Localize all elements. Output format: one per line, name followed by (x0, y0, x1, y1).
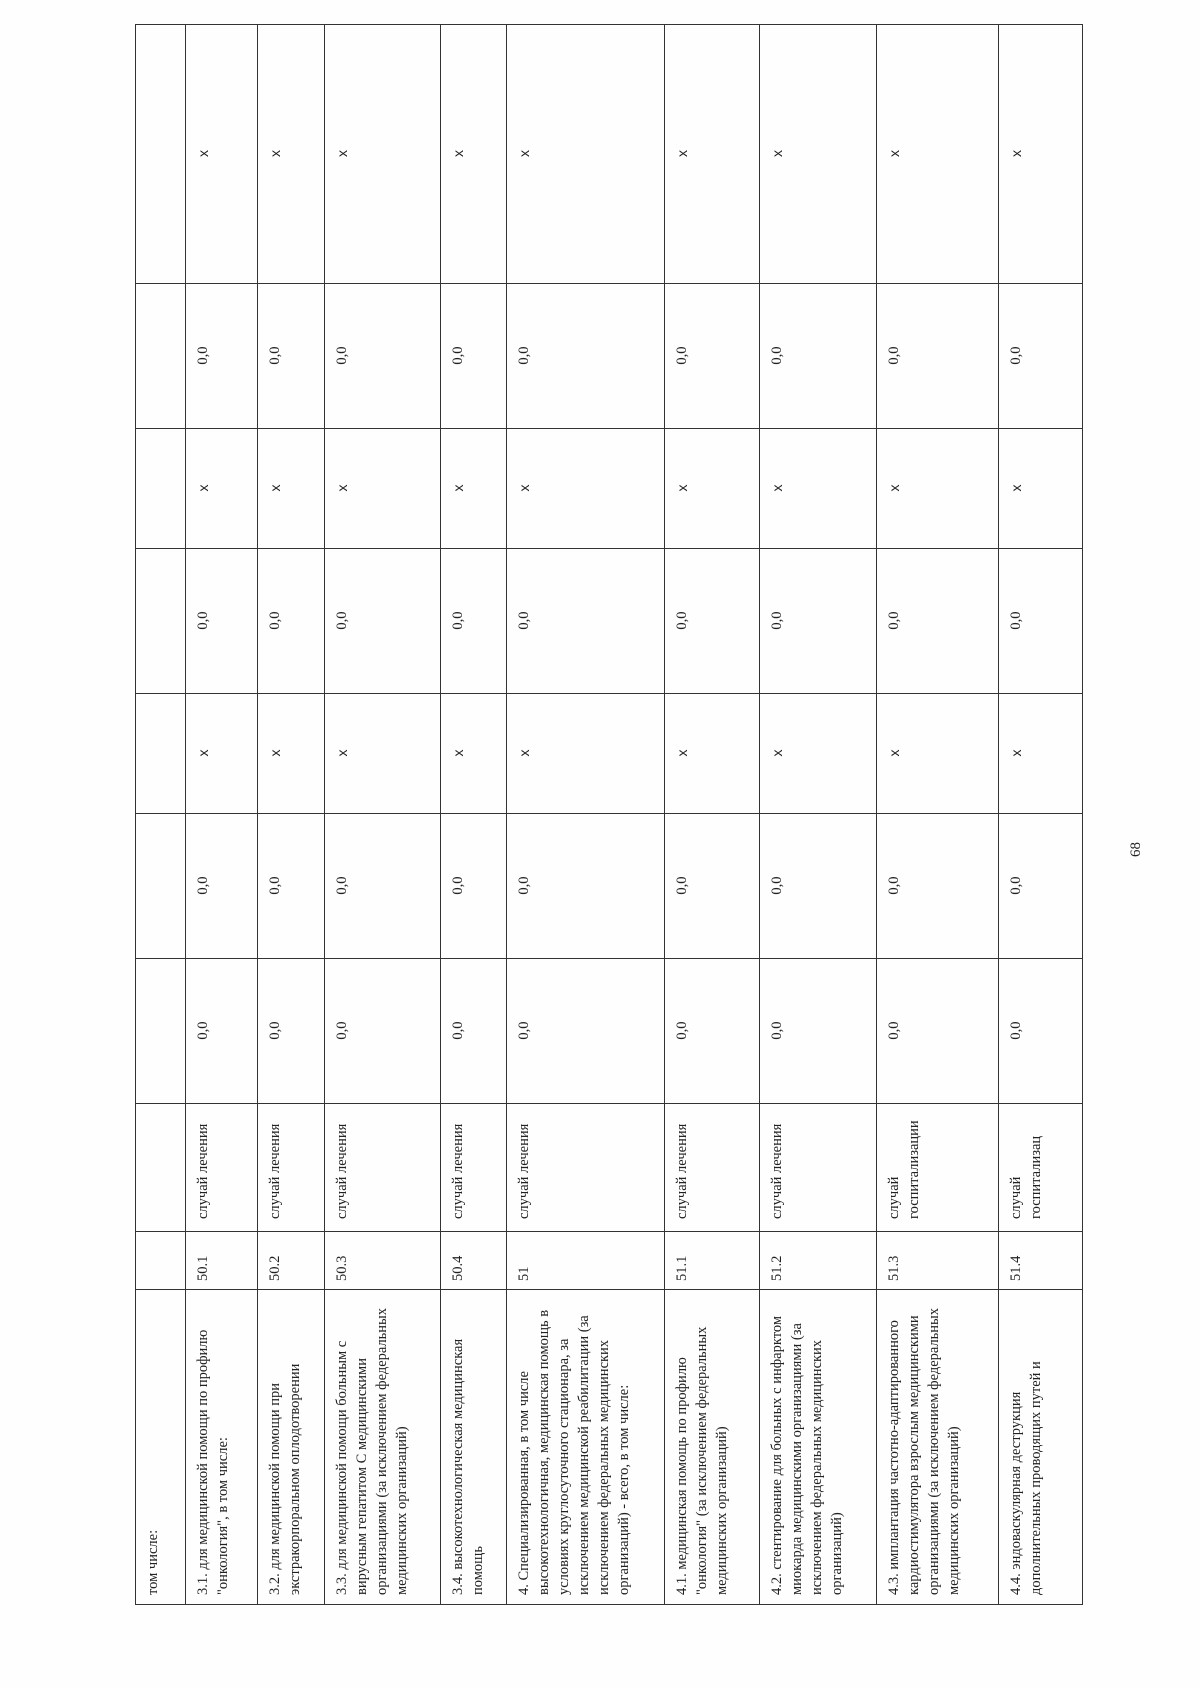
row-label: 4.3. имплантация частотно-адаптированного кардиостимулятора взрослым медицинскими организациями (за исключением федеральных медицинских организаций) (877, 1290, 999, 1605)
table-row (186, 25, 258, 1605)
cell-value: 0,0 (760, 814, 877, 959)
table-row (325, 25, 441, 1605)
cell-value: 0,0 (999, 814, 1083, 959)
cell-value: 0,0 (665, 284, 760, 429)
cell-value: 0,0 (441, 284, 507, 429)
table-row (665, 25, 760, 1605)
cell-value: 0,0 (760, 959, 877, 1104)
row-code: 50.4 (441, 1232, 507, 1290)
row-unit: случай лечения (441, 1104, 507, 1232)
cell-value: 0,0 (665, 549, 760, 694)
row-unit: случай лечения (665, 1104, 760, 1232)
cell-x: х (186, 694, 258, 814)
cell-value: 0,0 (186, 284, 258, 429)
cell-value: 0,0 (877, 284, 999, 429)
row-label: том числе: (136, 1290, 186, 1605)
row-code: 50.3 (325, 1232, 441, 1290)
cell-x: х (441, 694, 507, 814)
cell-value: 0,0 (325, 284, 441, 429)
cell-value: 0,0 (258, 814, 325, 959)
row-label: 4. Специализированная, в том числе высокотехнологичная, медицинская помощь в условиях круглосуточного стационара, за исключением медицинской реабилитации (за исключением федеральных медицинских организаций) - всего, в том числе: (507, 1290, 665, 1605)
cell-value: 0,0 (760, 549, 877, 694)
cell-x: х (258, 694, 325, 814)
cell-value: 0,0 (441, 549, 507, 694)
row-code: 50.1 (186, 1232, 258, 1290)
cell-value: 0,0 (665, 959, 760, 1104)
cell-value: 0,0 (507, 959, 665, 1104)
cell-value: 0,0 (258, 959, 325, 1104)
row-unit: случай лечения (258, 1104, 325, 1232)
cell-x: х (760, 694, 877, 814)
cell-value: 0,0 (325, 549, 441, 694)
cell-value: 0,0 (441, 814, 507, 959)
table-row (999, 25, 1083, 1605)
cell-value: 0,0 (760, 284, 877, 429)
cell-x: х (507, 694, 665, 814)
page-number: 68 (1128, 842, 1144, 857)
cell-x: х (999, 25, 1083, 284)
cell-x: х (999, 429, 1083, 549)
row-unit: случай лечения (507, 1104, 665, 1232)
data-table (135, 24, 1083, 1605)
row-label: 3.1. для медицинской помощи по профилю "онкология", в том числе: (186, 1290, 258, 1605)
cell-x: х (665, 694, 760, 814)
row-unit: случай лечения (760, 1104, 877, 1232)
row-unit: случай лечения (186, 1104, 258, 1232)
cell-x: х (325, 694, 441, 814)
table-row (507, 25, 665, 1605)
table-row (258, 25, 325, 1605)
cell-value: 0,0 (877, 814, 999, 959)
row-code: 51.3 (877, 1232, 999, 1290)
cell-x: х (441, 429, 507, 549)
cell-x: х (258, 429, 325, 549)
row-code: 51.4 (999, 1232, 1083, 1290)
cell-value: 0,0 (441, 959, 507, 1104)
cell-value: 0,0 (325, 959, 441, 1104)
cell-value: 0,0 (258, 284, 325, 429)
cell-value: 0,0 (507, 814, 665, 959)
cell-value: 0,0 (186, 814, 258, 959)
cell-x: х (877, 694, 999, 814)
cell-value: 0,0 (999, 549, 1083, 694)
cell-x: х (665, 429, 760, 549)
cell-x: х (507, 429, 665, 549)
row-label: 3.4. высокотехнологическая медицинская помощь (441, 1290, 507, 1605)
cell-x: х (258, 25, 325, 284)
table-row (877, 25, 999, 1605)
row-label: 4.1. медицинская помощь по профилю "онкология" (за исключением федеральных медицинских организаций) (665, 1290, 760, 1605)
cell-x: х (877, 429, 999, 549)
cell-x: х (186, 25, 258, 284)
cell-value: 0,0 (186, 549, 258, 694)
row-unit: случай госпитализации (877, 1104, 999, 1232)
row-label: 4.2. стентирование для больных с инфарктом миокарда медицинскими организациями (за исключением федеральных медицинских организаций) (760, 1290, 877, 1605)
cell-value: 0,0 (507, 284, 665, 429)
table-row (760, 25, 877, 1605)
cell-value: 0,0 (877, 549, 999, 694)
cell-x: х (325, 25, 441, 284)
cell-x: х (665, 25, 760, 284)
cell-x: х (999, 694, 1083, 814)
cell-value: 0,0 (325, 814, 441, 959)
table-body (136, 25, 1083, 1605)
row-code: 50.2 (258, 1232, 325, 1290)
cell-x: х (325, 429, 441, 549)
row-label: 4.4. эндоваскулярная деструкция дополнительных проводящих путей и (999, 1290, 1083, 1605)
row-unit: случай госпитализац (999, 1104, 1083, 1232)
cell-value: 0,0 (665, 814, 760, 959)
cell-x: х (760, 25, 877, 284)
cell-value: 0,0 (186, 959, 258, 1104)
rotated-table-container (135, 25, 1070, 1605)
cell-x: х (507, 25, 665, 284)
cell-value: 0,0 (999, 959, 1083, 1104)
row-code: 51 (507, 1232, 665, 1290)
cell-x: х (877, 25, 999, 284)
cell-value: 0,0 (258, 549, 325, 694)
cell-value: 0,0 (877, 959, 999, 1104)
row-label: 3.2. для медицинской помощи при экстракорпоральном оплодотворении (258, 1290, 325, 1605)
cell-x: х (441, 25, 507, 284)
row-unit: случай лечения (325, 1104, 441, 1232)
cell-x: х (760, 429, 877, 549)
cell-value: 0,0 (507, 549, 665, 694)
cell-x: х (186, 429, 258, 549)
row-code: 51.2 (760, 1232, 877, 1290)
table-row-header (136, 25, 186, 1605)
cell-value: 0,0 (999, 284, 1083, 429)
row-label: 3.3. для медицинской помощи больным с вирусным гепатитом С медицинскими организациями (за исключением федеральных медицинских организаций) (325, 1290, 441, 1605)
table-row (441, 25, 507, 1605)
row-code: 51.1 (665, 1232, 760, 1290)
